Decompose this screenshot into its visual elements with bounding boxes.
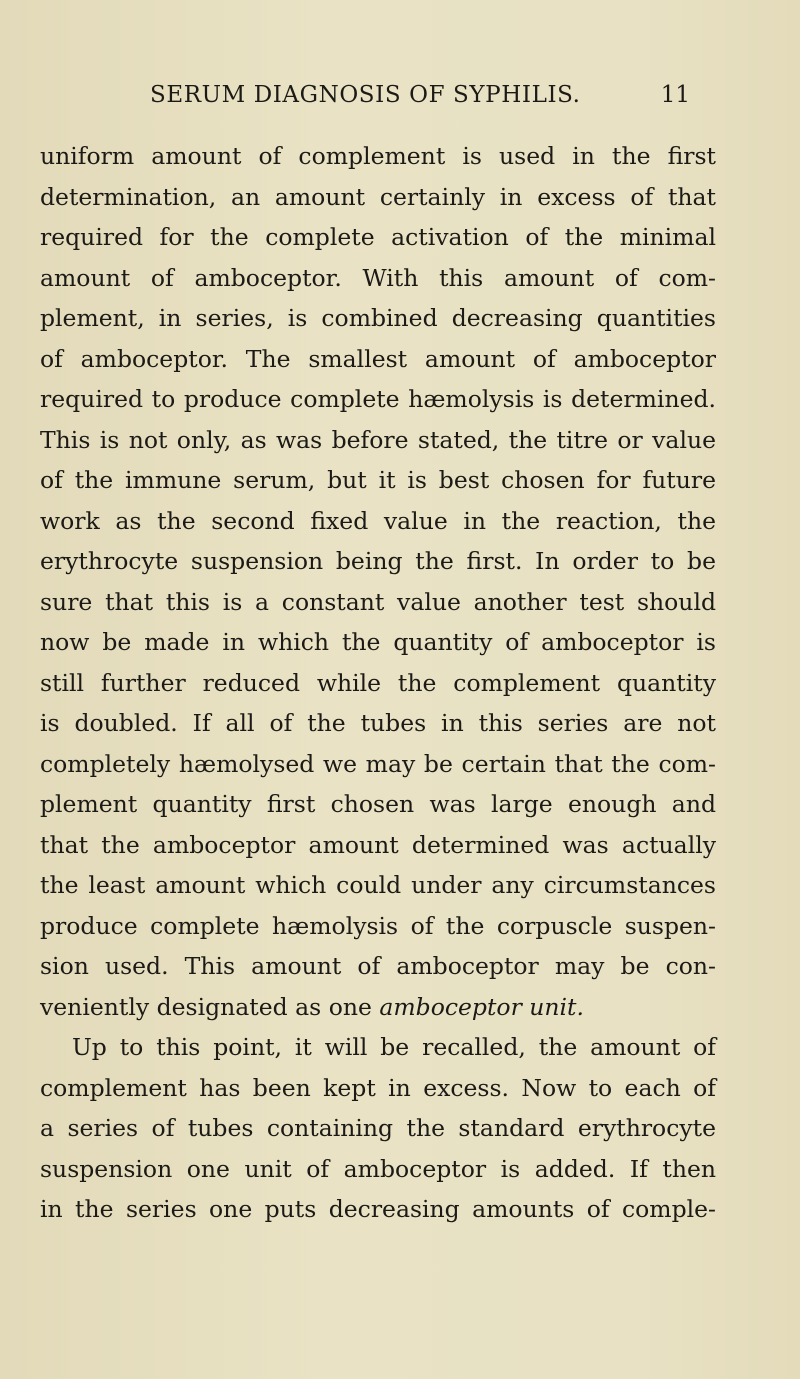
text-line: plement quantity first chosen was large enough and: [40, 790, 716, 818]
text-line: work as the second fixed value in the reaction, the: [40, 506, 716, 535]
text-line: now be made in which the quantity of amboceptor is: [40, 628, 716, 656]
text-line: uniform amount of complement is used in the first: [40, 142, 716, 170]
text-line: complement has been kept in excess. Now to each of: [40, 1073, 716, 1102]
running-head: SERUM DIAGNOSIS OF SYPHILIS.: [150, 82, 581, 108]
text-line: produce complete hæmolysis of the corpuscle suspen-: [40, 911, 716, 940]
text-line: that the amboceptor amount determined was actually: [40, 830, 716, 859]
text-line: amount of amboceptor. With this amount of com-: [40, 263, 716, 292]
text-line-emphasis: [40, 987, 716, 1028]
text-line: erythrocyte suspension being the first. In order to be: [40, 547, 716, 575]
text-line: sion used. This amount of amboceptor may be con-: [40, 952, 716, 980]
text-line: of the immune serum, but it is best chosen for future: [40, 466, 716, 494]
text-line: required to produce complete hæmolysis is determined.: [40, 385, 716, 413]
page-number: 11: [660, 82, 690, 108]
emphasized-term: amboceptor unit.: [379, 992, 584, 1021]
text-line: a series of tubes containing the standard erythrocyte: [40, 1114, 716, 1142]
text-line: still further reduced while the complement quantity: [40, 668, 716, 697]
body-text: [40, 136, 716, 1230]
text-line: This is not only, as was before stated, the titre or value: [40, 425, 716, 454]
text-line: completely hæmolysed we may be certain that the com-: [40, 749, 716, 778]
line-text: veniently designated as one: [40, 992, 380, 1021]
page-header: [150, 82, 690, 118]
paragraph-start-line: Up to this point, it will be recalled, the amount of: [72, 1033, 716, 1061]
text-line: suspension one unit of amboceptor is added. If then: [40, 1154, 716, 1183]
text-line: the least amount which could under any circumstances: [40, 871, 716, 899]
text-line: of amboceptor. The smallest amount of amboceptor: [40, 344, 716, 373]
text-line: is doubled. If all of the tubes in this series are not: [40, 709, 716, 737]
text-line: in the series one puts decreasing amounts of comple-: [40, 1195, 716, 1223]
text-line: sure that this is a constant value another test should: [40, 587, 716, 616]
text-line: required for the complete activation of the minimal: [40, 223, 716, 251]
text-line: plement, in series, is combined decreasing quantities: [40, 304, 716, 332]
text-line: determination, an amount certainly in excess of that: [40, 182, 716, 211]
